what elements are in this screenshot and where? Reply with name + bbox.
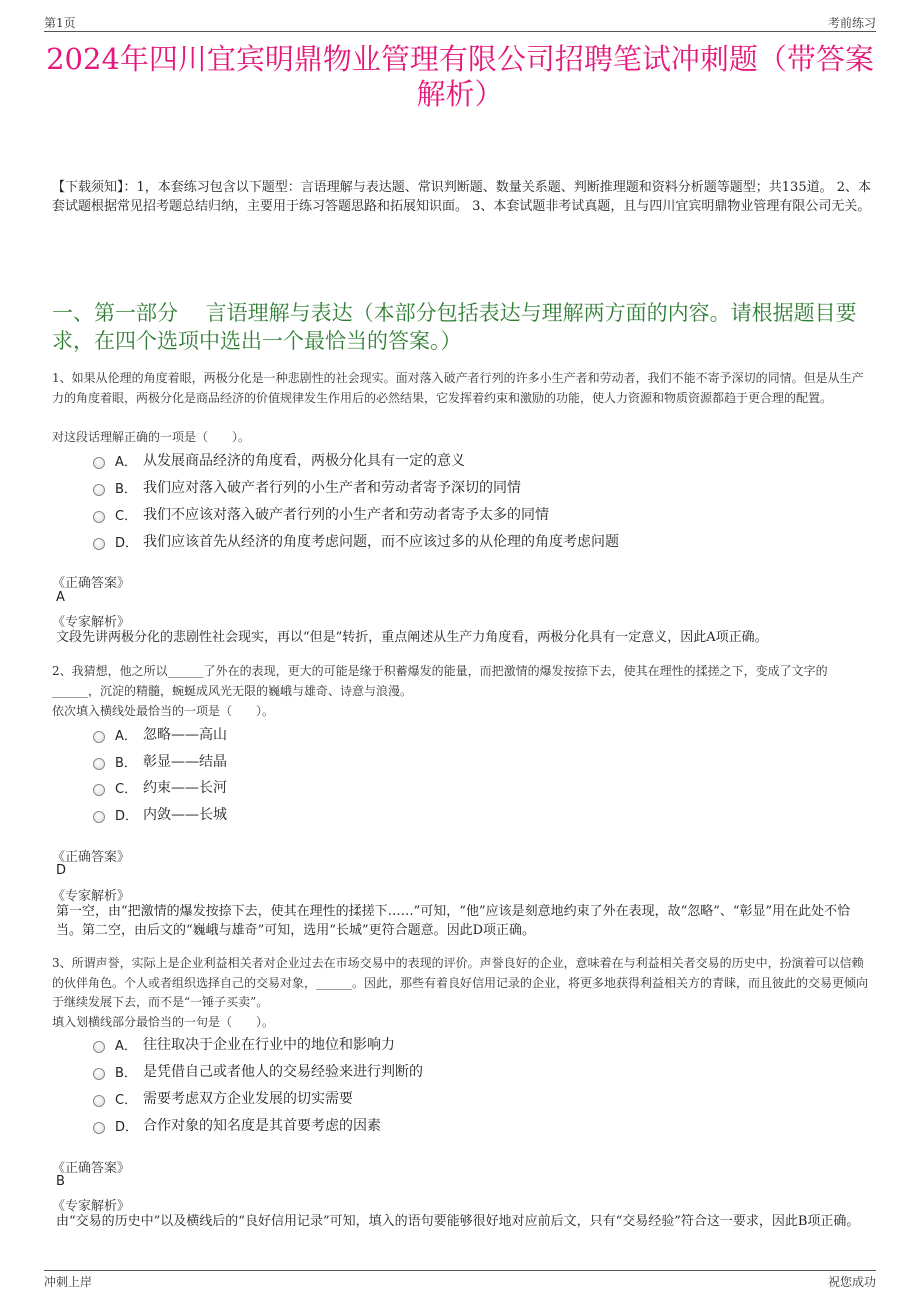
radio-icon[interactable] <box>93 538 105 550</box>
option-letter: C． <box>115 508 138 524</box>
option-d[interactable] <box>93 804 227 824</box>
option-text: 从发展商品经济的角度看，两极分化具有一定的意义 <box>143 453 465 469</box>
option-letter: B． <box>115 481 137 497</box>
option-text: 往往取决于企业在行业中的地位和影响力 <box>143 1037 395 1053</box>
option-a[interactable] <box>93 450 465 470</box>
analysis-text: 由“交易的历史中”以及横线后的“良好信用记录”可知，填入的语句要能够很好地对应前后文，只有“交易经验”符合这一要求，因此B项正确。 <box>56 1214 860 1229</box>
radio-icon[interactable] <box>93 811 105 823</box>
option-text: 彰显——结晶 <box>143 754 227 770</box>
option-text: 是凭借自己或者他人的交易经验来进行判断的 <box>143 1064 423 1080</box>
option-text: 约束——长河 <box>143 780 227 796</box>
option-letter: C． <box>115 1092 138 1108</box>
analysis-text: 第一空，由“把激情的爆发按捺下去，使其在理性的揉搓下……”可知，“他”应该是刻意地约束了外在表现，故“忽略”、“彰显”用在此处不恰当。第二空，由后文的“巍峨与雄奇”可知，选用“长城”更符合题意。因此D项正确。 <box>56 904 851 938</box>
question-prompt: 依次填入横线处最恰当的一项是（ ）。 <box>52 704 275 718</box>
option-letter: B． <box>115 1065 137 1081</box>
option-c[interactable] <box>93 504 549 524</box>
option-letter: D． <box>115 808 139 824</box>
answer-label: 《正确答案》 <box>52 850 131 865</box>
option-b[interactable] <box>93 477 521 497</box>
option-text: 我们应对落入破产者行列的小生产者和劳动者寄予深切的同情 <box>143 480 521 496</box>
footer-rule <box>44 1270 876 1271</box>
question-prompt: 填入划横线部分最恰当的一句是（ ）。 <box>52 1015 275 1029</box>
option-c[interactable] <box>93 777 227 797</box>
option-letter: A． <box>115 728 137 744</box>
header-rule <box>44 31 876 32</box>
page-number: 第1页 <box>44 16 76 30</box>
analysis-label: 《专家解析》 <box>52 889 131 904</box>
radio-icon[interactable] <box>93 758 105 770</box>
option-letter: A． <box>115 454 137 470</box>
answer-label: 《正确答案》 <box>52 1161 131 1176</box>
radio-icon[interactable] <box>93 784 105 796</box>
option-c[interactable] <box>93 1088 353 1108</box>
header-right: 考前练习 <box>827 16 876 30</box>
radio-icon[interactable] <box>93 1068 105 1080</box>
option-letter: D． <box>115 535 139 551</box>
option-text: 忽略——高山 <box>143 727 227 743</box>
download-notice: 【下载须知】：1，本套练习包含以下题型：言语理解与表达题、常识判断题、数量关系题、判断推理题和资料分析题等题型；共135道。 2、本套试题根据常见招考题总结归纳，主要用于练习答题思路和拓展知识面。 3、本套试题非考试真题，且与四川宜宾明鼎物业管理有限公司无关。 <box>52 180 871 214</box>
correct-answer: B <box>56 1174 65 1189</box>
answer-label: 《正确答案》 <box>52 576 131 591</box>
option-letter: D． <box>115 1119 139 1135</box>
option-text: 我们不应该对落入破产者行列的小生产者和劳动者寄予太多的同情 <box>143 507 549 523</box>
radio-icon[interactable] <box>93 511 105 523</box>
document-title: 2024年四川宜宾明鼎物业管理有限公司招聘笔试冲刺题（带答案解析） <box>46 42 874 111</box>
option-a[interactable] <box>93 724 227 744</box>
question-stem: 2、我猜想，他之所以______了外在的表现，更大的可能是缘于积蓄爆发的能量，而把激情的爆发按捺下去，使其在理性的揉搓之下，变成了文字的______，沉淀的精髓，蜿蜒成风光无限的巍峨与雄奇、诗意与浪漫。 <box>52 664 828 698</box>
option-text: 内敛——长城 <box>143 807 227 823</box>
footer-right: 祝您成功 <box>827 1275 876 1289</box>
option-b[interactable] <box>93 751 227 771</box>
question-prompt: 对这段话理解正确的一项是（ ）。 <box>52 430 251 444</box>
question-stem: 1、如果从伦理的角度着眼，两极分化是一种悲剧性的社会现实。面对落入破产者行列的许多小生产者和劳动者，我们不能不寄予深切的同情。但是从生产力的角度着眼，两极分化是商品经济的价值规律发生作用后的必然结果，它发挥着约束和激励的功能，使人力资源和物质资源都趋于更合理的配置。 <box>52 371 864 405</box>
correct-answer: D <box>56 863 67 878</box>
option-letter: C． <box>115 781 138 797</box>
option-letter: A． <box>115 1038 137 1054</box>
option-a[interactable] <box>93 1034 395 1054</box>
option-d[interactable] <box>93 531 619 551</box>
radio-icon[interactable] <box>93 484 105 496</box>
correct-answer: A <box>56 590 65 605</box>
radio-icon[interactable] <box>93 457 105 469</box>
radio-icon[interactable] <box>93 1095 105 1107</box>
option-letter: B． <box>115 755 137 771</box>
question-stem: 3、所谓声誉，实际上是企业利益相关者对企业过去在市场交易中的表现的评价。声誉良好的企业，意味着在与利益相关者交易的历史中，扮演着可以信赖的伙伴角色。个人或者组织选择自己的交易对象，______。因此，那些有着良好信用记录的企业，将更多地获得利益相关方的青睐，而且彼此的交易更倾向于继续发展下去，而不是“一锤子买卖”。 <box>52 956 869 1009</box>
option-text: 需要考虑双方企业发展的切实需要 <box>143 1091 353 1107</box>
option-text: 合作对象的知名度是其首要考虑的因素 <box>143 1118 381 1134</box>
footer-left: 冲刺上岸 <box>44 1275 93 1289</box>
option-text: 我们应该首先从经济的角度考虑问题，而不应该过多的从伦理的角度考虑问题 <box>143 534 619 550</box>
option-d[interactable] <box>93 1115 381 1135</box>
analysis-text: 文段先讲两极分化的悲剧性社会现实，再以“但是”转折，重点阐述从生产力角度看，两极分化具有一定意义，因此A项正确。 <box>56 630 768 645</box>
option-b[interactable] <box>93 1061 423 1081</box>
radio-icon[interactable] <box>93 1041 105 1053</box>
section-heading: 一、第一部分 言语理解与表达（本部分包括表达与理解两方面的内容。请根据题目要求，在四个选项中选出一个最恰当的答案。） <box>52 301 857 353</box>
analysis-label: 《专家解析》 <box>52 615 131 630</box>
radio-icon[interactable] <box>93 731 105 743</box>
analysis-label: 《专家解析》 <box>52 1199 131 1214</box>
radio-icon[interactable] <box>93 1122 105 1134</box>
